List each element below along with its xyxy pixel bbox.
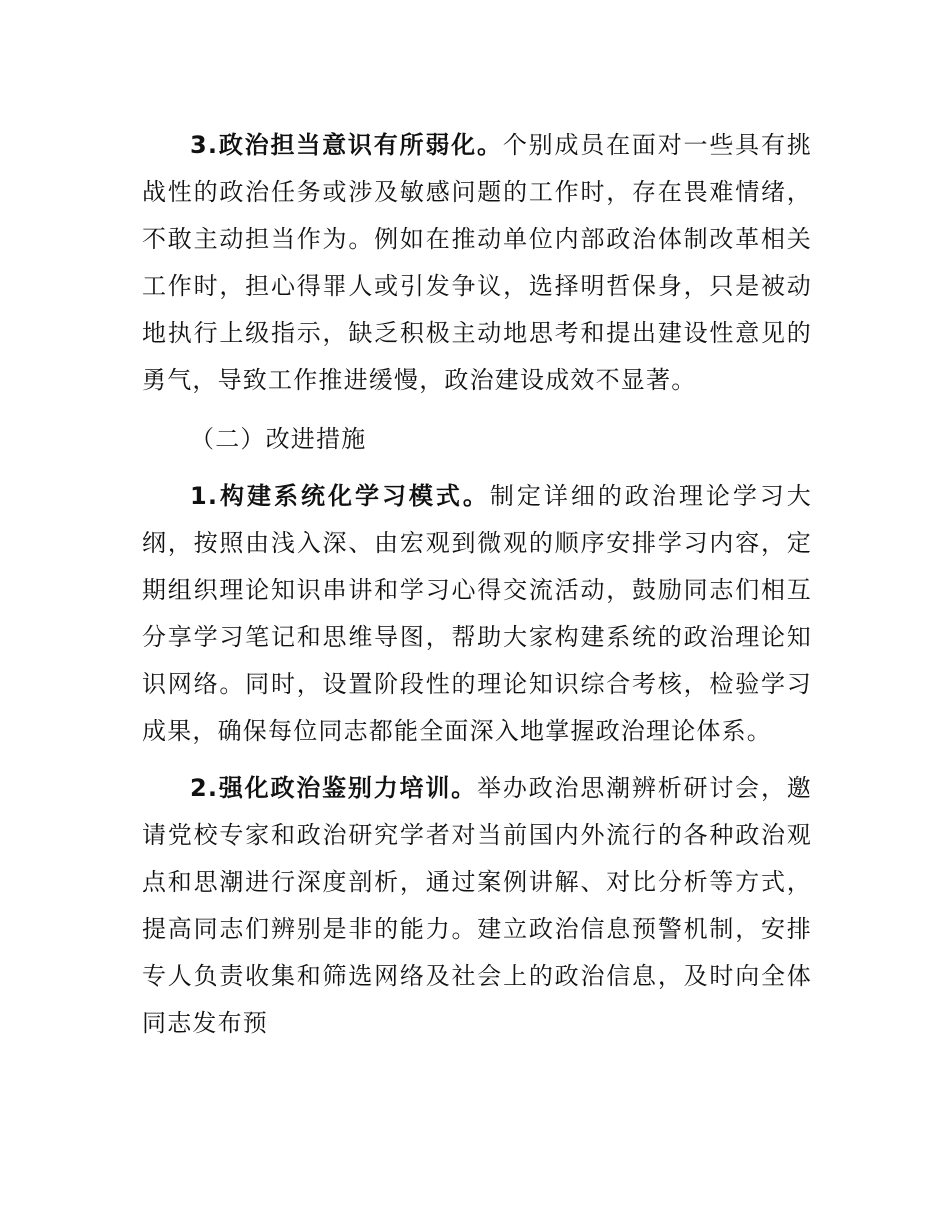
paragraph-lead: 1.构建系统化学习模式。 xyxy=(190,482,490,510)
section-heading-improvement-measures xyxy=(142,416,812,463)
paragraph-text: 举办政治思潮辨析研讨会，邀请党校专家和政治研究学者对当前国内外流行的各种政治观点和思潮进行深度剖析，通过案例讲解、对比分析等方式，提高同志们辨别是非的能力。建立政治信息预警机制，安排专人负责收集和筛选网络及社会上的政治信息，及时向全体同志发布预 xyxy=(142,774,812,1037)
paragraph-lead: 2.强化政治鉴别力培训。 xyxy=(190,774,477,802)
paragraph-text: 制定详细的政治理论学习大纲，按照由浅入深、由宏观到微观的顺序安排学习内容，定期组织理论知识串讲和学习心得交流活动，鼓励同志们相互分享学习笔记和思维导图，帮助大家构建系统的政治理论知识网络。同时，设置阶段性的理论知识综合考核，检验学习成果，确保每位同志都能全面深入地掌握政治理论体系。 xyxy=(142,482,812,745)
document-body xyxy=(142,122,812,1047)
paragraph-text: 个别成员在面对一些具有挑战性的政治任务或涉及敏感问题的工作时，存在畏难情绪，不敢主动担当作为。例如在推动单位内部政治体制改革相关工作时，担心得罪人或引发争议，选择明哲保身，只是被动地执行上级指示，缺乏积极主动地思考和提出建设性意见的勇气，导致工作推进缓慢，政治建设成效不显著。 xyxy=(142,131,812,394)
paragraph-systematic-learning xyxy=(142,473,812,755)
paragraph-lead: 3.政治担当意识有所弱化。 xyxy=(190,131,503,159)
paragraph-discernment-training xyxy=(142,765,812,1047)
section-heading-text: （二）改进措施 xyxy=(190,425,367,453)
paragraph-political-responsibility xyxy=(142,122,812,404)
